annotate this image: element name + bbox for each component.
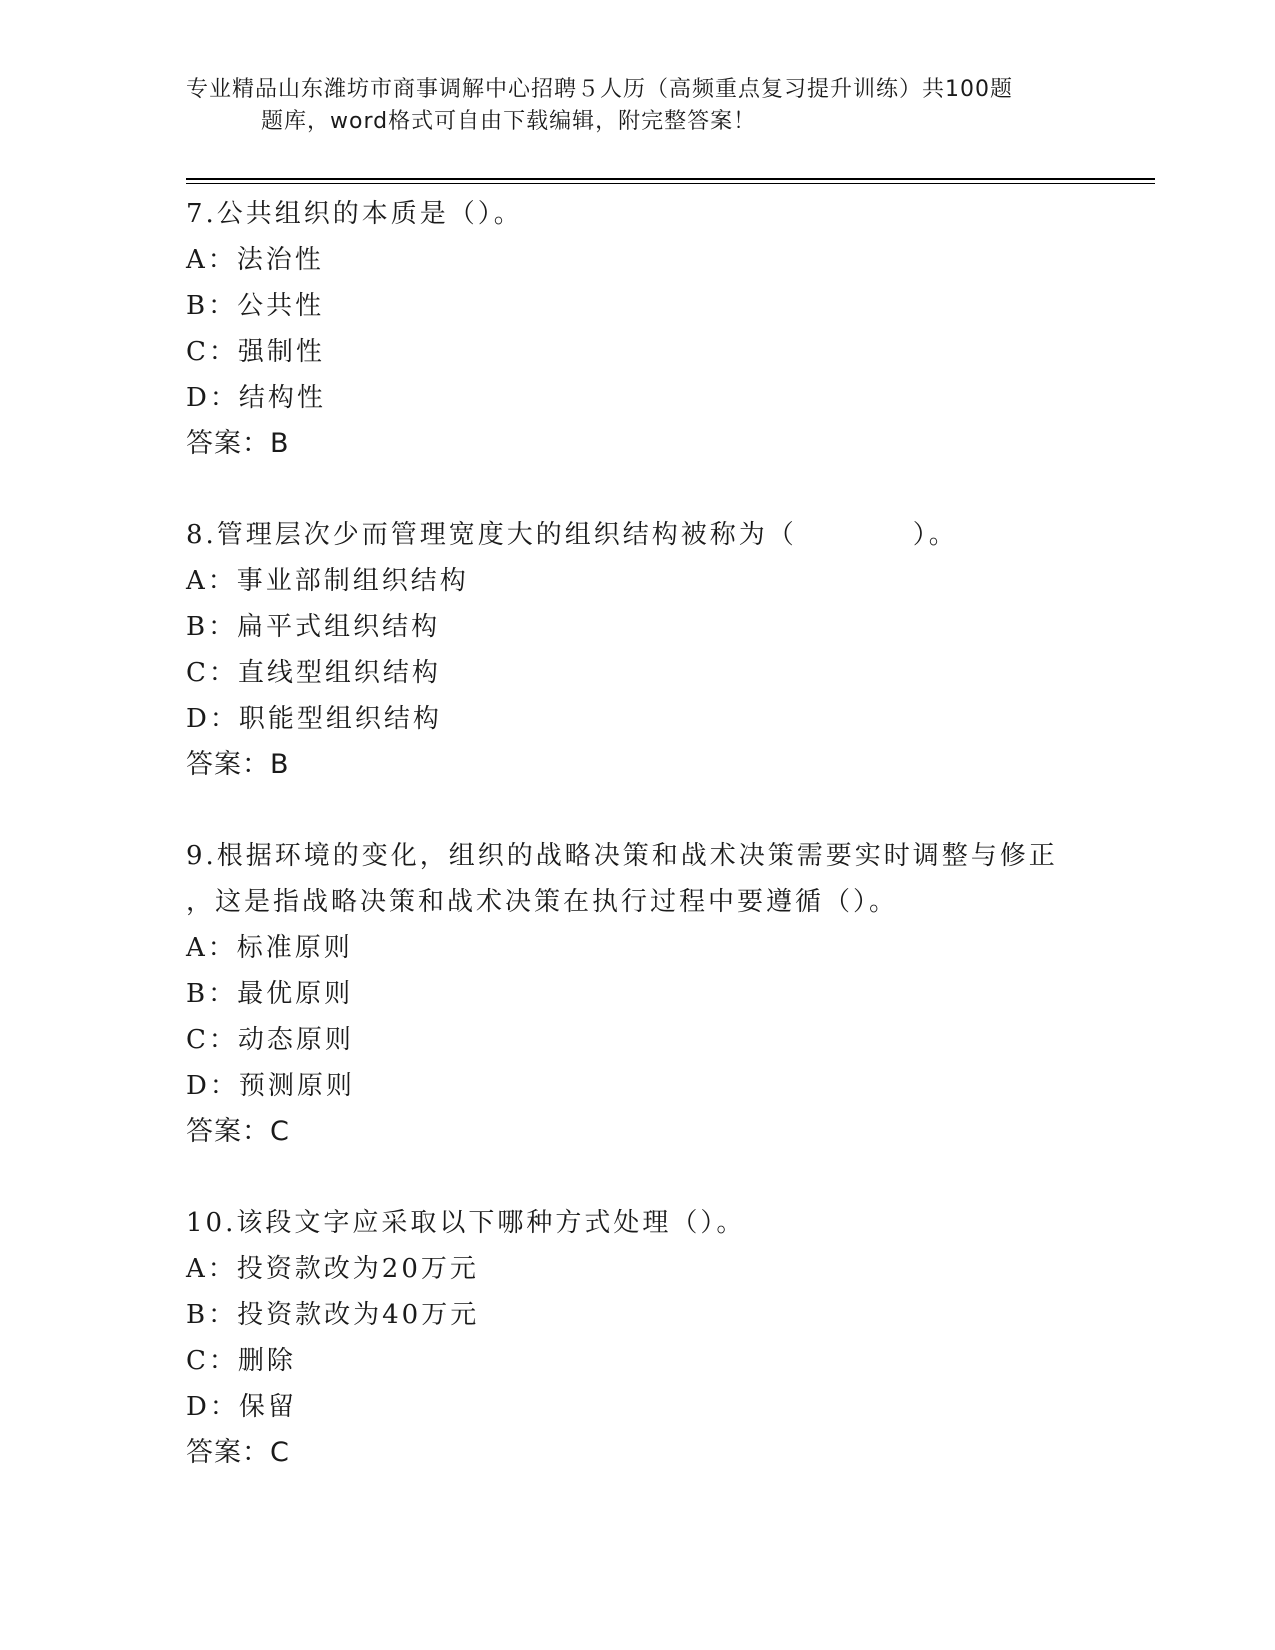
option-d: D：保留 [186,1392,297,1422]
option-a: A：事业部制组织结构 [186,566,469,596]
option-a: A：投资款改为20万元 [186,1254,479,1284]
option-a: A：标准原则 [186,933,353,963]
header-divider-thin [186,183,1155,184]
option-c: C：删除 [186,1346,296,1376]
question-text: 8.管理层次少而管理宽度大的组织结构被称为（ ）。 [186,520,958,550]
header-divider-thick [186,178,1155,180]
option-b: B：投资款改为40万元 [186,1300,480,1330]
answer-line: 答案：C [186,1116,290,1147]
question-10 [186,1200,1146,1476]
question-text: 10.该段文字应采取以下哪种方式处理（）。 [186,1208,746,1238]
option-d: D：预测原则 [186,1071,355,1101]
option-a: A：法治性 [186,245,324,275]
option-c: C：强制性 [186,337,325,367]
option-c: C：动态原则 [186,1025,354,1055]
question-list [186,191,1146,1521]
question-9 [186,833,1146,1155]
option-b: B：扁平式组织结构 [186,612,441,642]
question-text: 7.公共组织的本质是（）。 [186,199,523,229]
option-c: C：直线型组织结构 [186,658,441,688]
answer-line: 答案：C [186,1437,290,1468]
question-7 [186,191,1146,467]
document-header [186,74,1086,138]
option-b: B：最优原则 [186,979,354,1009]
answer-line: 答案：B [186,749,290,780]
option-d: D：职能型组织结构 [186,704,442,734]
option-d: D：结构性 [186,383,326,413]
answer-line: 答案：B [186,428,290,459]
option-b: B：公共性 [186,291,325,321]
header-line-1: 专业精品山东潍坊市商事调解中心招聘５人历（高频重点复习提升训练）共100题 [186,77,1013,102]
question-text-continued: ，这是指战略决策和战术决策在执行过程中要遵循（）。 [186,887,899,917]
question-text: 9.根据环境的变化，组织的战略决策和战术决策需要实时调整与修正 [186,841,1058,871]
header-line-2: 题库，word格式可自由下载编辑，附完整答案！ [261,109,757,134]
question-8 [186,512,1146,788]
